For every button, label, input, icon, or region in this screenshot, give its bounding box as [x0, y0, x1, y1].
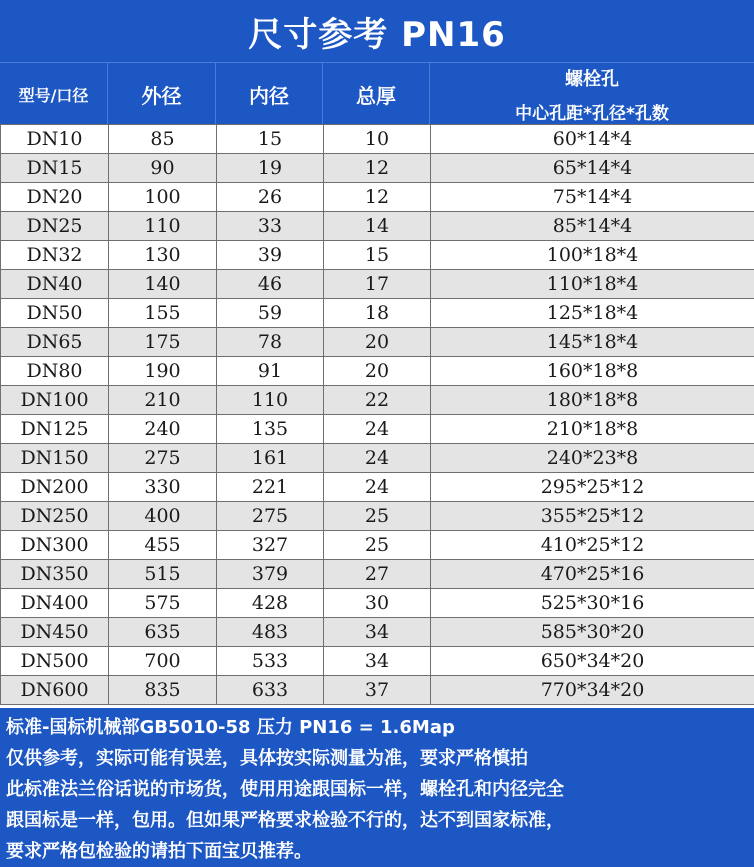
cell-inner-diameter: 19 — [217, 154, 324, 183]
cell-inner-diameter: 275 — [217, 502, 324, 531]
cell-model: DN10 — [1, 125, 109, 154]
cell-outer-diameter: 100 — [109, 183, 217, 212]
cell-inner-diameter: 26 — [217, 183, 324, 212]
cell-inner-diameter: 483 — [217, 618, 324, 647]
cell-bolt-holes: 585*30*20 — [431, 618, 754, 647]
table-row — [1, 676, 754, 705]
header-bolt-holes-title: 螺栓孔 — [565, 68, 619, 90]
cell-thickness: 24 — [324, 415, 431, 444]
cell-bolt-holes: 145*18*4 — [431, 328, 754, 357]
cell-inner-diameter: 33 — [217, 212, 324, 241]
cell-model: DN350 — [1, 560, 109, 589]
chart-title: 尺寸参考 PN16 — [0, 0, 754, 62]
cell-model: DN500 — [1, 647, 109, 676]
cell-thickness: 18 — [324, 299, 431, 328]
table-row — [1, 560, 754, 589]
cell-model: DN32 — [1, 241, 109, 270]
table-row — [1, 647, 754, 676]
cell-outer-diameter: 140 — [109, 270, 217, 299]
cell-inner-diameter: 59 — [217, 299, 324, 328]
cell-outer-diameter: 90 — [109, 154, 217, 183]
header-model: 型号/口径 — [0, 63, 108, 125]
cell-outer-diameter: 210 — [109, 386, 217, 415]
cell-inner-diameter: 46 — [217, 270, 324, 299]
cell-outer-diameter: 275 — [109, 444, 217, 473]
size-table-body — [1, 125, 754, 705]
note-description-1: 此标准法兰俗话说的市场货，使用用途跟国标一样，螺栓孔和内径完全 — [6, 779, 564, 800]
cell-thickness: 25 — [324, 531, 431, 560]
cell-thickness: 37 — [324, 676, 431, 705]
cell-outer-diameter: 190 — [109, 357, 217, 386]
cell-model: DN100 — [1, 386, 109, 415]
cell-outer-diameter: 175 — [109, 328, 217, 357]
cell-model: DN125 — [1, 415, 109, 444]
header-outer-diameter: 外径 — [108, 63, 216, 125]
cell-outer-diameter: 835 — [109, 676, 217, 705]
cell-model: DN15 — [1, 154, 109, 183]
table-row — [1, 212, 754, 241]
table-row — [1, 386, 754, 415]
cell-thickness: 20 — [324, 328, 431, 357]
table-row — [1, 183, 754, 212]
cell-bolt-holes: 650*34*20 — [431, 647, 754, 676]
cell-outer-diameter: 400 — [109, 502, 217, 531]
header-inner-diameter: 内径 — [216, 63, 323, 125]
table-row — [1, 357, 754, 386]
cell-thickness: 34 — [324, 647, 431, 676]
cell-inner-diameter: 135 — [217, 415, 324, 444]
table-row — [1, 502, 754, 531]
cell-inner-diameter: 78 — [217, 328, 324, 357]
table-row — [1, 125, 754, 154]
note-standard: 标准-国标机械部GB5010-58 压力 PN16 = 1.6Map — [6, 717, 455, 738]
note-disclaimer: 仅供参考，实际可能有误差，具体按实际测量为准，要求严格慎拍 — [6, 748, 528, 769]
cell-bolt-holes: 770*34*20 — [431, 676, 754, 705]
cell-thickness: 10 — [324, 125, 431, 154]
table-row — [1, 444, 754, 473]
cell-model: DN50 — [1, 299, 109, 328]
cell-inner-diameter: 110 — [217, 386, 324, 415]
cell-outer-diameter: 515 — [109, 560, 217, 589]
cell-thickness: 30 — [324, 589, 431, 618]
cell-bolt-holes: 210*18*8 — [431, 415, 754, 444]
table-row — [1, 154, 754, 183]
cell-thickness: 34 — [324, 618, 431, 647]
cell-inner-diameter: 161 — [217, 444, 324, 473]
cell-model: DN250 — [1, 502, 109, 531]
cell-thickness: 14 — [324, 212, 431, 241]
cell-inner-diameter: 533 — [217, 647, 324, 676]
cell-model: DN20 — [1, 183, 109, 212]
cell-model: DN400 — [1, 589, 109, 618]
cell-model: DN25 — [1, 212, 109, 241]
table-row — [1, 589, 754, 618]
cell-thickness: 20 — [324, 357, 431, 386]
cell-bolt-holes: 65*14*4 — [431, 154, 754, 183]
cell-bolt-holes: 525*30*16 — [431, 589, 754, 618]
cell-bolt-holes: 110*18*4 — [431, 270, 754, 299]
cell-outer-diameter: 240 — [109, 415, 217, 444]
cell-bolt-holes: 240*23*8 — [431, 444, 754, 473]
cell-outer-diameter: 700 — [109, 647, 217, 676]
cell-bolt-holes: 355*25*12 — [431, 502, 754, 531]
table-row — [1, 328, 754, 357]
cell-model: DN300 — [1, 531, 109, 560]
cell-outer-diameter: 155 — [109, 299, 217, 328]
table-header — [0, 62, 754, 125]
cell-thickness: 17 — [324, 270, 431, 299]
cell-thickness: 24 — [324, 444, 431, 473]
cell-inner-diameter: 39 — [217, 241, 324, 270]
size-table — [0, 124, 754, 705]
cell-inner-diameter: 91 — [217, 357, 324, 386]
cell-model: DN80 — [1, 357, 109, 386]
table-row — [1, 415, 754, 444]
table-row — [1, 241, 754, 270]
cell-bolt-holes: 85*14*4 — [431, 212, 754, 241]
cell-outer-diameter: 130 — [109, 241, 217, 270]
cell-model: DN150 — [1, 444, 109, 473]
cell-bolt-holes: 75*14*4 — [431, 183, 754, 212]
cell-outer-diameter: 85 — [109, 125, 217, 154]
cell-bolt-holes: 410*25*12 — [431, 531, 754, 560]
cell-bolt-holes: 60*14*4 — [431, 125, 754, 154]
note-description-2: 跟国标是一样，包用。但如果严格要求检验不行的，达不到国家标准， — [6, 810, 564, 831]
cell-bolt-holes: 180*18*8 — [431, 386, 754, 415]
cell-thickness: 12 — [324, 183, 431, 212]
cell-inner-diameter: 221 — [217, 473, 324, 502]
table-row — [1, 270, 754, 299]
cell-inner-diameter: 633 — [217, 676, 324, 705]
cell-inner-diameter: 428 — [217, 589, 324, 618]
cell-model: DN200 — [1, 473, 109, 502]
cell-model: DN600 — [1, 676, 109, 705]
cell-model: DN40 — [1, 270, 109, 299]
header-bolt-holes-subtitle: 中心孔距*孔径*孔数 — [515, 103, 669, 124]
cell-bolt-holes: 125*18*4 — [431, 299, 754, 328]
cell-thickness: 15 — [324, 241, 431, 270]
table-row — [1, 618, 754, 647]
table-row — [1, 473, 754, 502]
notes-panel — [0, 708, 754, 867]
cell-thickness: 27 — [324, 560, 431, 589]
cell-inner-diameter: 379 — [217, 560, 324, 589]
cell-outer-diameter: 575 — [109, 589, 217, 618]
table-row — [1, 531, 754, 560]
cell-outer-diameter: 455 — [109, 531, 217, 560]
cell-thickness: 24 — [324, 473, 431, 502]
cell-model: DN65 — [1, 328, 109, 357]
table-row — [1, 299, 754, 328]
cell-thickness: 22 — [324, 386, 431, 415]
note-recommendation: 要求严格包检验的请拍下面宝贝推荐。 — [6, 841, 312, 862]
header-bolt-holes — [430, 63, 754, 125]
cell-bolt-holes: 100*18*4 — [431, 241, 754, 270]
cell-bolt-holes: 470*25*16 — [431, 560, 754, 589]
cell-inner-diameter: 15 — [217, 125, 324, 154]
cell-outer-diameter: 635 — [109, 618, 217, 647]
cell-thickness: 25 — [324, 502, 431, 531]
cell-thickness: 12 — [324, 154, 431, 183]
header-thickness: 总厚 — [323, 63, 430, 125]
cell-outer-diameter: 110 — [109, 212, 217, 241]
cell-outer-diameter: 330 — [109, 473, 217, 502]
cell-bolt-holes: 295*25*12 — [431, 473, 754, 502]
cell-model: DN450 — [1, 618, 109, 647]
cell-bolt-holes: 160*18*8 — [431, 357, 754, 386]
cell-inner-diameter: 327 — [217, 531, 324, 560]
